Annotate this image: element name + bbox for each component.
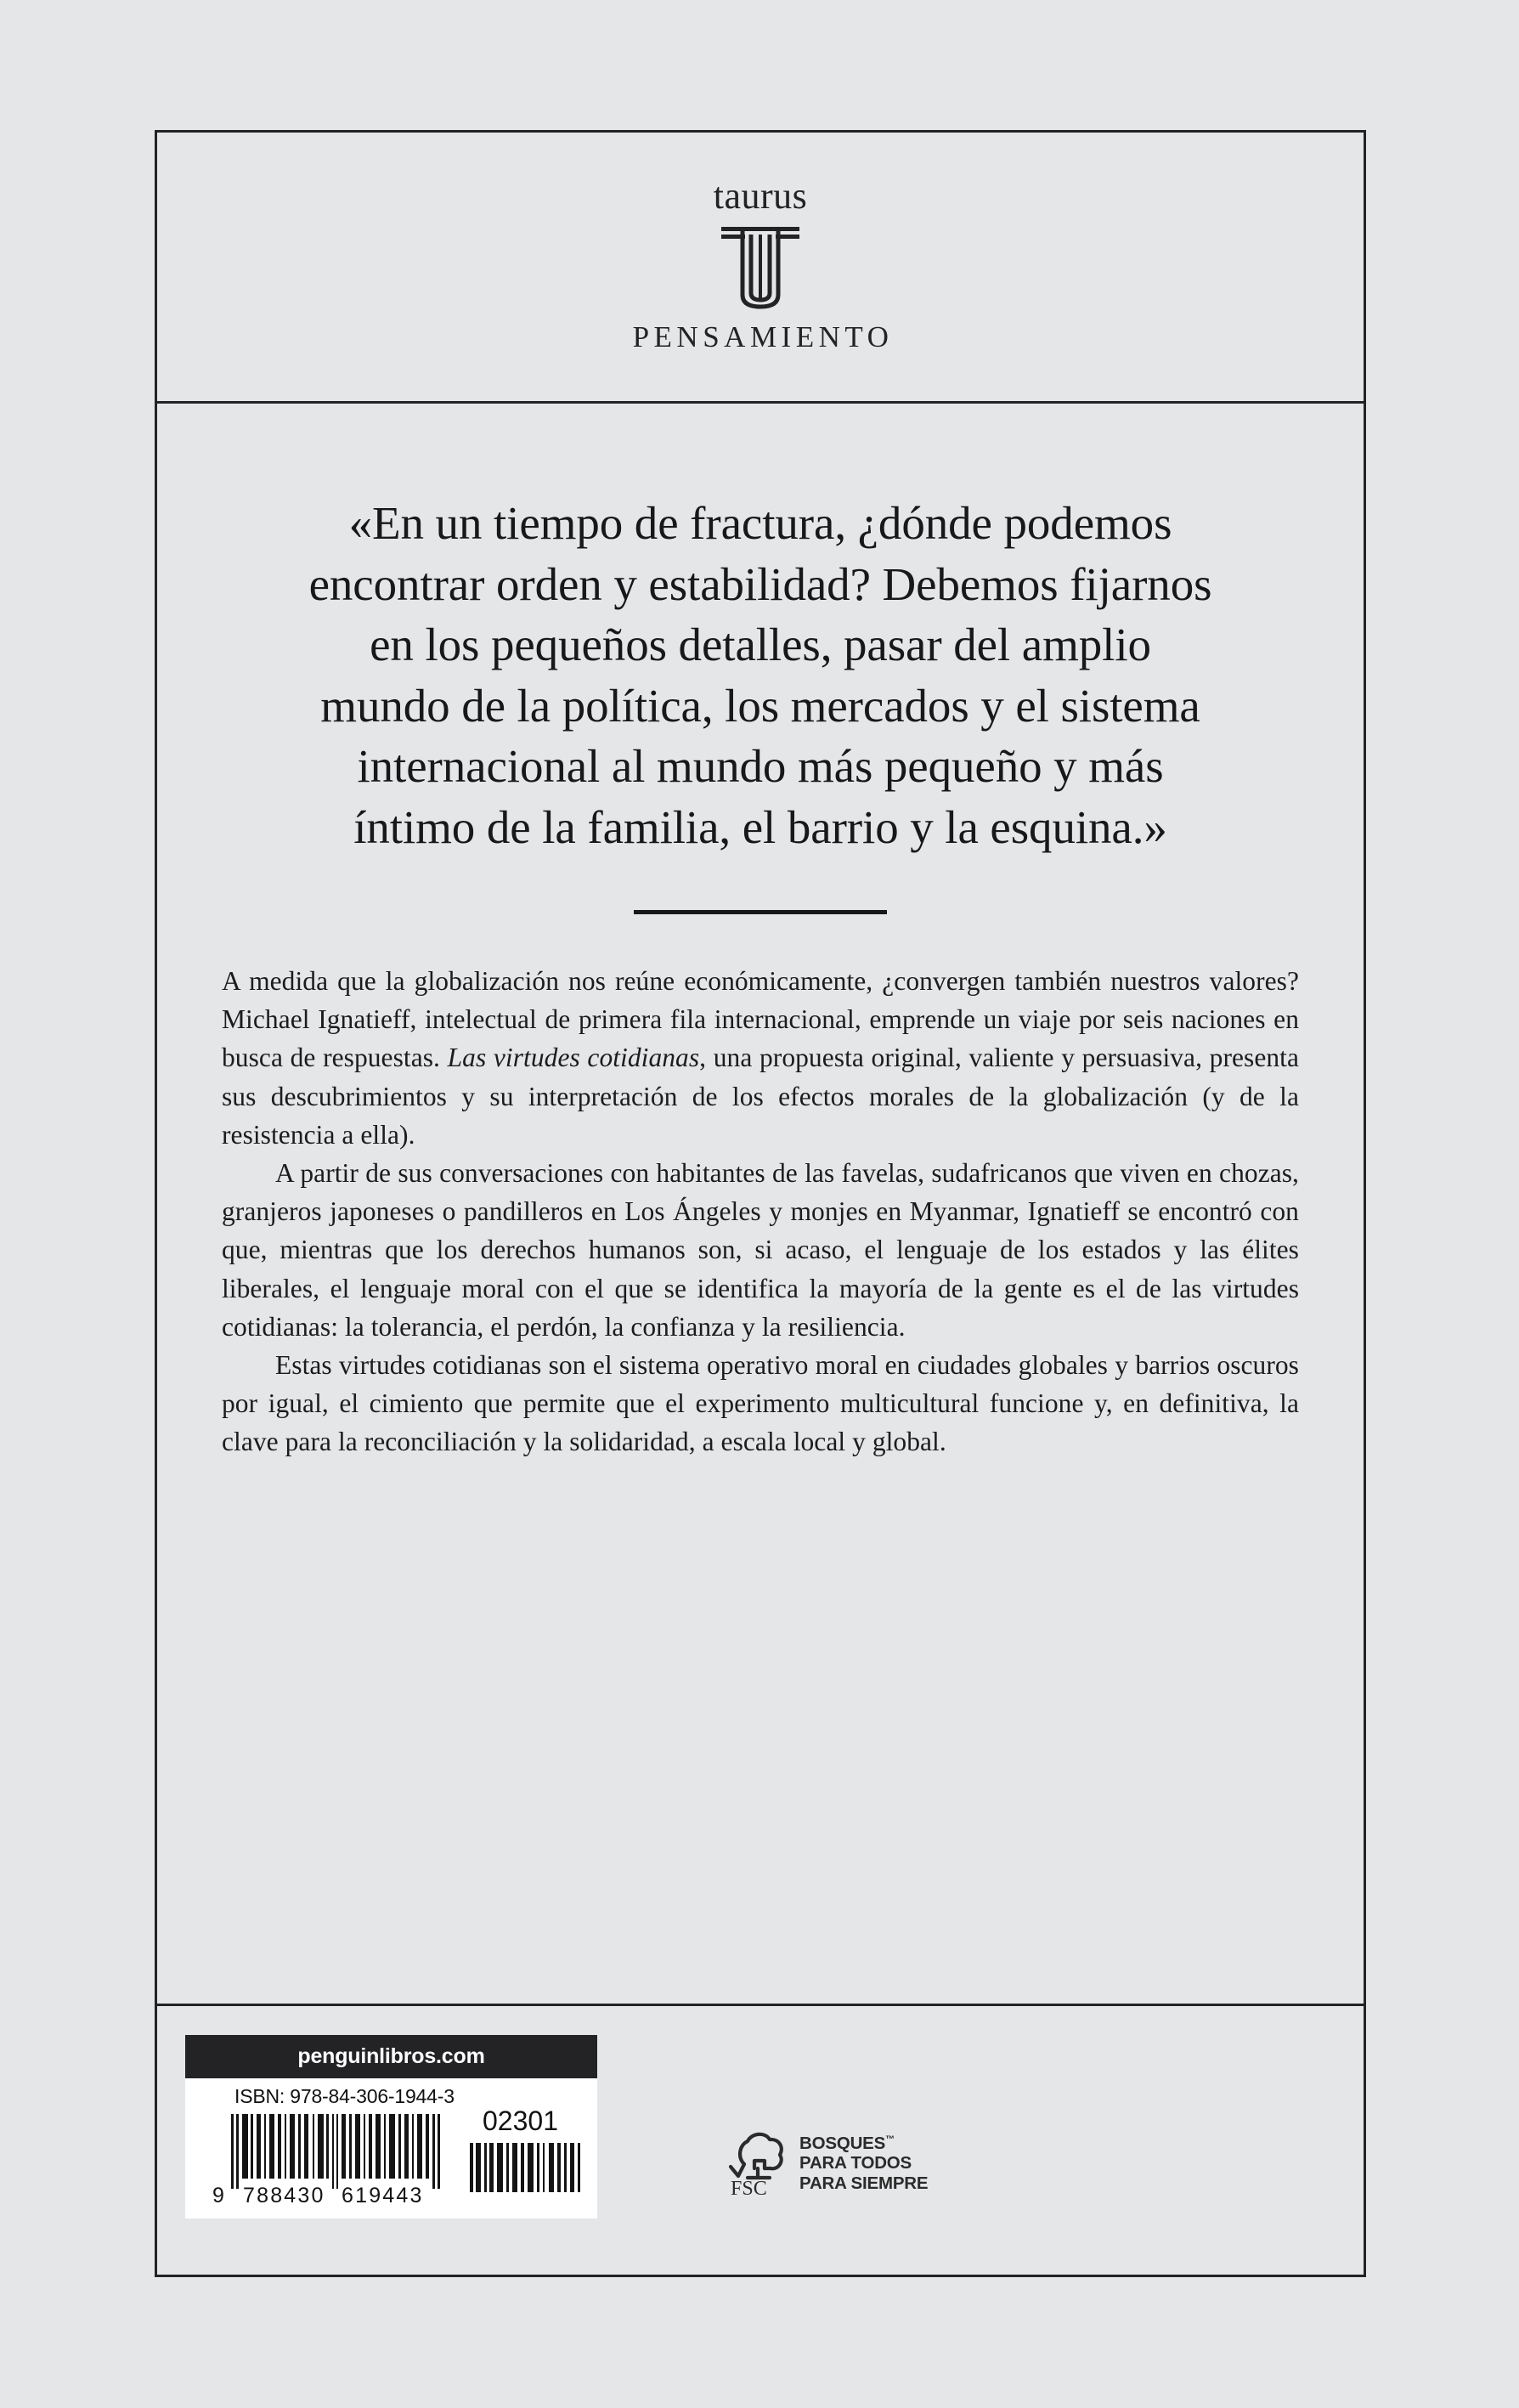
pull-quote <box>217 493 1304 857</box>
blurb-paragraph-1 <box>222 962 1299 1154</box>
barcode-addon-number: 02301 <box>483 2106 558 2136</box>
pull-quote-line: «En un tiempo de fractura, ¿dónde podemos <box>348 497 1172 549</box>
fsc-mark-label: FSC <box>731 2178 767 2196</box>
blurb-p1-part-a: A medida que la globalización nos reúne económicamente, ¿convergen también nuestros valores? Michael Ignatieff, intelectual de primera fila internacional, emprende un viaje por seis naciones en busca de respuestas. <box>222 966 1299 1073</box>
cover-main <box>157 404 1364 2004</box>
fsc-line-2: PARA TODOS <box>799 2153 912 2173</box>
blurb-p1-part-b: , una propuesta original, valiente y persuasiva, presenta sus descubrimientos y su interpretación de los efectos morales de la globalización (y de la resistencia a ella). <box>222 1043 1299 1150</box>
pull-quote-line: internacional al mundo más pequeño y más <box>357 740 1164 792</box>
blurb-paragraph-3: Estas virtudes cotidianas son el sistema operativo moral en ciudades globales y barrios oscuros por igual, el cimiento que permite que el experimento multicultural funcione y, en definitiva, la clave para la reconciliación y la solidaridad, a escala local y global. <box>222 1349 1299 1457</box>
fsc-line-1: BOSQUES <box>799 2133 886 2153</box>
blurb-text <box>217 962 1304 1461</box>
quote-divider-rule <box>634 910 887 914</box>
barcode-block <box>185 2035 597 2219</box>
ean13-barcode-icon <box>212 2114 459 2206</box>
fsc-logo <box>727 2127 928 2196</box>
publisher-url-bar <box>185 2035 597 2078</box>
barcode-inner <box>185 2078 597 2219</box>
ean-lead-digit: 9 <box>212 2184 224 2206</box>
imprint-band <box>157 133 1364 404</box>
pull-quote-line: íntimo de la familia, el barrio y la esquina.» <box>353 800 1167 853</box>
imprint-collection: PENSAMIENTO <box>632 319 894 353</box>
fsc-tree-checkmark-icon <box>727 2127 788 2196</box>
ean-right-digits: 619443 <box>342 2184 424 2206</box>
publisher-url: penguinlibros.com <box>297 2044 485 2068</box>
barcode-addon-icon <box>468 2143 583 2194</box>
fsc-line-3: PARA SIEMPRE <box>799 2173 929 2194</box>
blurb-paragraph-2: A partir de sus conversaciones con habitantes de las favelas, sudafricanos que viven en chozas, granjeros japoneses o pandilleros en Los Ángeles y monjes en Myanmar, Ignatieff se encontró con que, mientras que los derechos humanos son, si acaso, el lenguaje de los estados y las élites liberales, el lenguaje moral con el que se identifica la mayoría de la gente es el de las virtudes cotidianas: la tolerancia, el perdón, la confianza y la resiliencia. <box>222 1157 1299 1342</box>
pull-quote-line: encontrar orden y estabilidad? Debemos fijarnos <box>308 557 1212 610</box>
book-title-italic: Las virtudes cotidianas <box>447 1043 700 1073</box>
taurus-t-logo-icon <box>720 222 801 310</box>
fsc-slogan <box>799 2134 928 2194</box>
fsc-trademark: ™ <box>885 2134 895 2145</box>
isbn-text: ISBN: 978-84-306-1944-3 <box>234 2085 455 2107</box>
barcode-band <box>157 2004 1364 2275</box>
book-back-cover <box>155 130 1366 2277</box>
imprint-name: taurus <box>713 174 808 217</box>
pull-quote-line: mundo de la política, los mercados y el sistema <box>320 679 1200 732</box>
ean-left-digits: 788430 <box>243 2184 325 2206</box>
pull-quote-line: en los pequeños detalles, pasar del amplio <box>370 619 1151 670</box>
